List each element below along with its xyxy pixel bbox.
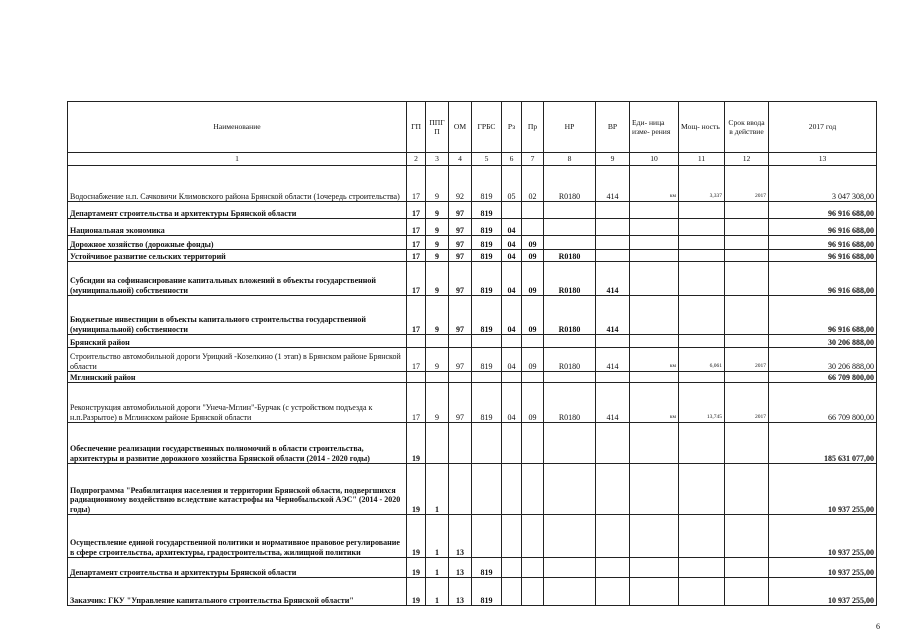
row-pr bbox=[522, 335, 544, 348]
row-unit bbox=[630, 262, 679, 296]
row-ppgp: 1 bbox=[426, 558, 449, 578]
row-ppgp: 9 bbox=[426, 219, 449, 236]
row-vr bbox=[596, 372, 630, 383]
row-amount: 96 916 688,00 bbox=[769, 236, 877, 250]
row-grbs: 819 bbox=[472, 348, 502, 372]
row-name: Водоснабжение н.п. Сачковичи Климовского района Брянской области (1очередь строительства) bbox=[68, 166, 407, 202]
row-pr bbox=[522, 515, 544, 558]
row-rz bbox=[502, 464, 522, 515]
row-ppgp: 9 bbox=[426, 166, 449, 202]
row-vr bbox=[596, 236, 630, 250]
row-grbs bbox=[472, 515, 502, 558]
row-grbs: 819 bbox=[472, 202, 502, 219]
header-pr: Пр bbox=[522, 102, 544, 153]
row-power bbox=[679, 250, 725, 262]
row-vr bbox=[596, 250, 630, 262]
table-row bbox=[68, 250, 877, 262]
row-power: 13,745 bbox=[679, 383, 725, 423]
row-grbs: 819 bbox=[472, 383, 502, 423]
row-ppgp: 9 bbox=[426, 250, 449, 262]
row-vr: 414 bbox=[596, 166, 630, 202]
row-ppgp: 9 bbox=[426, 348, 449, 372]
table-row bbox=[68, 558, 877, 578]
table-row bbox=[68, 166, 877, 202]
table-row bbox=[68, 423, 877, 464]
row-unit bbox=[630, 296, 679, 335]
row-term bbox=[725, 219, 769, 236]
row-grbs: 819 bbox=[472, 262, 502, 296]
row-name: Устойчивое развитие сельских территорий bbox=[68, 250, 407, 262]
row-gp: 17 bbox=[407, 250, 426, 262]
row-om bbox=[449, 372, 472, 383]
row-amount: 10 937 255,00 bbox=[769, 578, 877, 606]
row-om: 97 bbox=[449, 236, 472, 250]
row-nr: R0180 bbox=[544, 262, 596, 296]
row-term bbox=[725, 250, 769, 262]
row-om bbox=[449, 335, 472, 348]
row-ppgp: 9 bbox=[426, 236, 449, 250]
row-vr bbox=[596, 423, 630, 464]
row-gp bbox=[407, 372, 426, 383]
row-pr: 09 bbox=[522, 383, 544, 423]
row-amount: 96 916 688,00 bbox=[769, 250, 877, 262]
row-amount: 96 916 688,00 bbox=[769, 296, 877, 335]
row-term bbox=[725, 558, 769, 578]
row-nr: R0180 bbox=[544, 250, 596, 262]
row-gp: 17 bbox=[407, 348, 426, 372]
row-power bbox=[679, 464, 725, 515]
row-grbs bbox=[472, 335, 502, 348]
row-amount: 96 916 688,00 bbox=[769, 262, 877, 296]
row-pr bbox=[522, 558, 544, 578]
row-vr: 414 bbox=[596, 296, 630, 335]
row-pr: 09 bbox=[522, 296, 544, 335]
row-nr bbox=[544, 558, 596, 578]
row-power bbox=[679, 515, 725, 558]
row-rz: 04 bbox=[502, 219, 522, 236]
row-om: 97 bbox=[449, 348, 472, 372]
row-name: Реконструкция автомобильной дороги "Унеча-Мглин"-Бурчак (с устройством подъезда к н.п.Разрытое) в Мглинском районе Брянской области bbox=[68, 383, 407, 423]
row-gp: 17 bbox=[407, 166, 426, 202]
row-amount: 10 937 255,00 bbox=[769, 558, 877, 578]
row-term bbox=[725, 423, 769, 464]
table-body bbox=[68, 102, 877, 606]
col-number: 2 bbox=[407, 153, 426, 166]
row-unit bbox=[630, 335, 679, 348]
row-om: 97 bbox=[449, 250, 472, 262]
row-nr bbox=[544, 464, 596, 515]
row-term bbox=[725, 296, 769, 335]
row-ppgp bbox=[426, 335, 449, 348]
row-ppgp: 1 bbox=[426, 464, 449, 515]
row-name: Строительство автомобильной дороги Урицкий -Козелкино (1 этап) в Брянском районе Брянской области bbox=[68, 348, 407, 372]
row-om: 92 bbox=[449, 166, 472, 202]
row-pr bbox=[522, 423, 544, 464]
table-row bbox=[68, 383, 877, 423]
table-row bbox=[68, 219, 877, 236]
row-pr: 09 bbox=[522, 262, 544, 296]
row-om: 97 bbox=[449, 296, 472, 335]
header-name: Наименование bbox=[68, 102, 407, 153]
row-name: Дорожное хозяйство (дорожные фонды) bbox=[68, 236, 407, 250]
row-name: Бюджетные инвестиции в объекты капитального строительства государственной (муниципальной) собственности bbox=[68, 296, 407, 335]
row-om: 13 bbox=[449, 515, 472, 558]
row-rz bbox=[502, 578, 522, 606]
row-ppgp bbox=[426, 423, 449, 464]
row-gp: 17 bbox=[407, 219, 426, 236]
row-pr bbox=[522, 578, 544, 606]
row-nr bbox=[544, 515, 596, 558]
row-pr: 09 bbox=[522, 250, 544, 262]
row-vr bbox=[596, 578, 630, 606]
row-rz bbox=[502, 515, 522, 558]
row-term: 2017 bbox=[725, 166, 769, 202]
row-om bbox=[449, 423, 472, 464]
row-gp: 17 bbox=[407, 236, 426, 250]
row-ppgp: 1 bbox=[426, 515, 449, 558]
column-number-row bbox=[68, 153, 877, 166]
row-term: 2017 bbox=[725, 383, 769, 423]
row-amount: 66 709 800,00 bbox=[769, 372, 877, 383]
row-rz: 04 bbox=[502, 250, 522, 262]
row-om: 97 bbox=[449, 262, 472, 296]
row-rz: 05 bbox=[502, 166, 522, 202]
row-unit bbox=[630, 219, 679, 236]
row-grbs: 819 bbox=[472, 166, 502, 202]
table-row bbox=[68, 372, 877, 383]
row-pr bbox=[522, 219, 544, 236]
header-ppgp: ППГ П bbox=[426, 102, 449, 153]
row-amount: 30 206 888,00 bbox=[769, 348, 877, 372]
row-vr bbox=[596, 515, 630, 558]
row-power bbox=[679, 558, 725, 578]
header-gp: ГП bbox=[407, 102, 426, 153]
row-nr bbox=[544, 578, 596, 606]
row-om: 13 bbox=[449, 558, 472, 578]
row-unit bbox=[630, 578, 679, 606]
row-grbs: 819 bbox=[472, 219, 502, 236]
row-nr bbox=[544, 372, 596, 383]
row-gp: 19 bbox=[407, 558, 426, 578]
row-term bbox=[725, 464, 769, 515]
row-term bbox=[725, 202, 769, 219]
row-gp: 19 bbox=[407, 464, 426, 515]
col-number: 5 bbox=[472, 153, 502, 166]
row-om bbox=[449, 464, 472, 515]
row-rz bbox=[502, 423, 522, 464]
row-gp: 17 bbox=[407, 262, 426, 296]
header-year: 2017 год bbox=[769, 102, 877, 153]
row-gp: 19 bbox=[407, 515, 426, 558]
row-term: 2017 bbox=[725, 348, 769, 372]
row-grbs: 819 bbox=[472, 296, 502, 335]
row-name: Департамент строительства и архитектуры Брянской области bbox=[68, 558, 407, 578]
row-ppgp: 9 bbox=[426, 202, 449, 219]
header-vr: ВР bbox=[596, 102, 630, 153]
row-ppgp: 9 bbox=[426, 383, 449, 423]
table-row bbox=[68, 348, 877, 372]
row-name: Заказчик: ГКУ "Управление капитального строительства Брянской области" bbox=[68, 578, 407, 606]
row-rz bbox=[502, 372, 522, 383]
row-unit: км bbox=[630, 383, 679, 423]
row-grbs: 819 bbox=[472, 250, 502, 262]
row-name: Мглинский район bbox=[68, 372, 407, 383]
row-nr: R0180 bbox=[544, 383, 596, 423]
col-number: 4 bbox=[449, 153, 472, 166]
col-number: 3 bbox=[426, 153, 449, 166]
header-grbs: ГРБС bbox=[472, 102, 502, 153]
header-unit: Еди- ница изме- рения bbox=[630, 102, 679, 153]
table-row bbox=[68, 236, 877, 250]
row-power bbox=[679, 262, 725, 296]
row-power bbox=[679, 219, 725, 236]
row-nr bbox=[544, 423, 596, 464]
table-row bbox=[68, 296, 877, 335]
row-pr bbox=[522, 372, 544, 383]
row-term bbox=[725, 262, 769, 296]
row-name: Подпрограмма "Реабилитация населения и территории Брянской области, подвергшихся радиационному воздействию вследствие катастрофы на Чернобыльской АЭС" (2014 - 2020 годы) bbox=[68, 464, 407, 515]
row-name: Субсидии на софинансирование капитальных вложений в объекты государственной (муниципальной) собственности bbox=[68, 262, 407, 296]
row-unit bbox=[630, 236, 679, 250]
row-amount: 10 937 255,00 bbox=[769, 464, 877, 515]
row-rz bbox=[502, 558, 522, 578]
row-power bbox=[679, 296, 725, 335]
row-name: Брянский район bbox=[68, 335, 407, 348]
col-number: 10 bbox=[630, 153, 679, 166]
row-power bbox=[679, 423, 725, 464]
col-number: 9 bbox=[596, 153, 630, 166]
row-rz: 04 bbox=[502, 296, 522, 335]
row-grbs: 819 bbox=[472, 558, 502, 578]
row-gp: 19 bbox=[407, 423, 426, 464]
row-gp: 17 bbox=[407, 296, 426, 335]
col-number: 6 bbox=[502, 153, 522, 166]
row-grbs: 819 bbox=[472, 578, 502, 606]
row-nr: R0180 bbox=[544, 348, 596, 372]
row-rz bbox=[502, 202, 522, 219]
col-number: 13 bbox=[769, 153, 877, 166]
row-grbs bbox=[472, 423, 502, 464]
row-term bbox=[725, 515, 769, 558]
row-power bbox=[679, 236, 725, 250]
row-rz: 04 bbox=[502, 236, 522, 250]
row-ppgp: 1 bbox=[426, 578, 449, 606]
row-name: Обеспечение реализации государственных полномочий в области строительства, архитектуры и развитие дорожного хозяйства Брянской области (2014 - 2020 годы) bbox=[68, 423, 407, 464]
row-nr bbox=[544, 202, 596, 219]
row-vr: 414 bbox=[596, 262, 630, 296]
row-pr bbox=[522, 202, 544, 219]
row-term bbox=[725, 236, 769, 250]
row-amount: 10 937 255,00 bbox=[769, 515, 877, 558]
row-amount: 3 047 308,00 bbox=[769, 166, 877, 202]
row-grbs bbox=[472, 464, 502, 515]
row-vr bbox=[596, 464, 630, 515]
table-row bbox=[68, 335, 877, 348]
row-ppgp: 9 bbox=[426, 296, 449, 335]
row-pr: 02 bbox=[522, 166, 544, 202]
row-om: 97 bbox=[449, 202, 472, 219]
table-row bbox=[68, 578, 877, 606]
table-row bbox=[68, 262, 877, 296]
row-unit bbox=[630, 515, 679, 558]
row-nr bbox=[544, 219, 596, 236]
row-power bbox=[679, 372, 725, 383]
table-row bbox=[68, 202, 877, 219]
row-rz: 04 bbox=[502, 262, 522, 296]
row-unit: км bbox=[630, 348, 679, 372]
row-om: 13 bbox=[449, 578, 472, 606]
row-vr bbox=[596, 335, 630, 348]
col-number: 11 bbox=[679, 153, 725, 166]
row-amount: 185 631 077,00 bbox=[769, 423, 877, 464]
col-number: 8 bbox=[544, 153, 596, 166]
row-gp: 17 bbox=[407, 383, 426, 423]
row-amount: 96 916 688,00 bbox=[769, 202, 877, 219]
page-number: 6 bbox=[876, 622, 880, 631]
row-term bbox=[725, 372, 769, 383]
row-nr: R0180 bbox=[544, 296, 596, 335]
row-pr bbox=[522, 464, 544, 515]
row-vr: 414 bbox=[596, 348, 630, 372]
row-power: 6,061 bbox=[679, 348, 725, 372]
row-unit bbox=[630, 423, 679, 464]
row-unit: км bbox=[630, 166, 679, 202]
table-row bbox=[68, 515, 877, 558]
row-vr bbox=[596, 558, 630, 578]
row-amount: 96 916 688,00 bbox=[769, 219, 877, 236]
header-row bbox=[68, 102, 877, 153]
header-power: Мощ- ность bbox=[679, 102, 725, 153]
row-unit bbox=[630, 202, 679, 219]
row-name: Национальная экономика bbox=[68, 219, 407, 236]
row-ppgp: 9 bbox=[426, 262, 449, 296]
row-ppgp bbox=[426, 372, 449, 383]
row-om: 97 bbox=[449, 383, 472, 423]
header-term: Срок ввода в действие bbox=[725, 102, 769, 153]
table-row bbox=[68, 464, 877, 515]
row-amount: 66 709 800,00 bbox=[769, 383, 877, 423]
row-grbs bbox=[472, 372, 502, 383]
budget-table bbox=[67, 101, 877, 606]
row-power bbox=[679, 578, 725, 606]
row-rz: 04 bbox=[502, 383, 522, 423]
col-number: 7 bbox=[522, 153, 544, 166]
row-unit bbox=[630, 464, 679, 515]
row-pr: 09 bbox=[522, 236, 544, 250]
header-nr: НР bbox=[544, 102, 596, 153]
row-amount: 30 206 888,00 bbox=[769, 335, 877, 348]
row-nr bbox=[544, 236, 596, 250]
row-vr bbox=[596, 219, 630, 236]
header-rz: Рз bbox=[502, 102, 522, 153]
col-number: 12 bbox=[725, 153, 769, 166]
header-om: ОМ bbox=[449, 102, 472, 153]
row-term bbox=[725, 335, 769, 348]
row-grbs: 819 bbox=[472, 236, 502, 250]
row-vr: 414 bbox=[596, 383, 630, 423]
row-rz bbox=[502, 335, 522, 348]
row-gp: 19 bbox=[407, 578, 426, 606]
row-nr bbox=[544, 335, 596, 348]
row-power: 3,337 bbox=[679, 166, 725, 202]
row-name: Осуществление единой государственной политики и нормативное правовое регулирование в сфере строительства, архитектуры, градостроительства, жилищной политики bbox=[68, 515, 407, 558]
row-vr bbox=[596, 202, 630, 219]
row-power bbox=[679, 202, 725, 219]
row-unit bbox=[630, 558, 679, 578]
row-unit bbox=[630, 250, 679, 262]
row-gp: 17 bbox=[407, 202, 426, 219]
row-nr: R0180 bbox=[544, 166, 596, 202]
row-unit bbox=[630, 372, 679, 383]
row-power bbox=[679, 335, 725, 348]
row-name: Департамент строительства и архитектуры Брянской области bbox=[68, 202, 407, 219]
col-number: 1 bbox=[68, 153, 407, 166]
row-rz: 04 bbox=[502, 348, 522, 372]
row-term bbox=[725, 578, 769, 606]
row-om: 97 bbox=[449, 219, 472, 236]
row-pr: 09 bbox=[522, 348, 544, 372]
row-gp bbox=[407, 335, 426, 348]
